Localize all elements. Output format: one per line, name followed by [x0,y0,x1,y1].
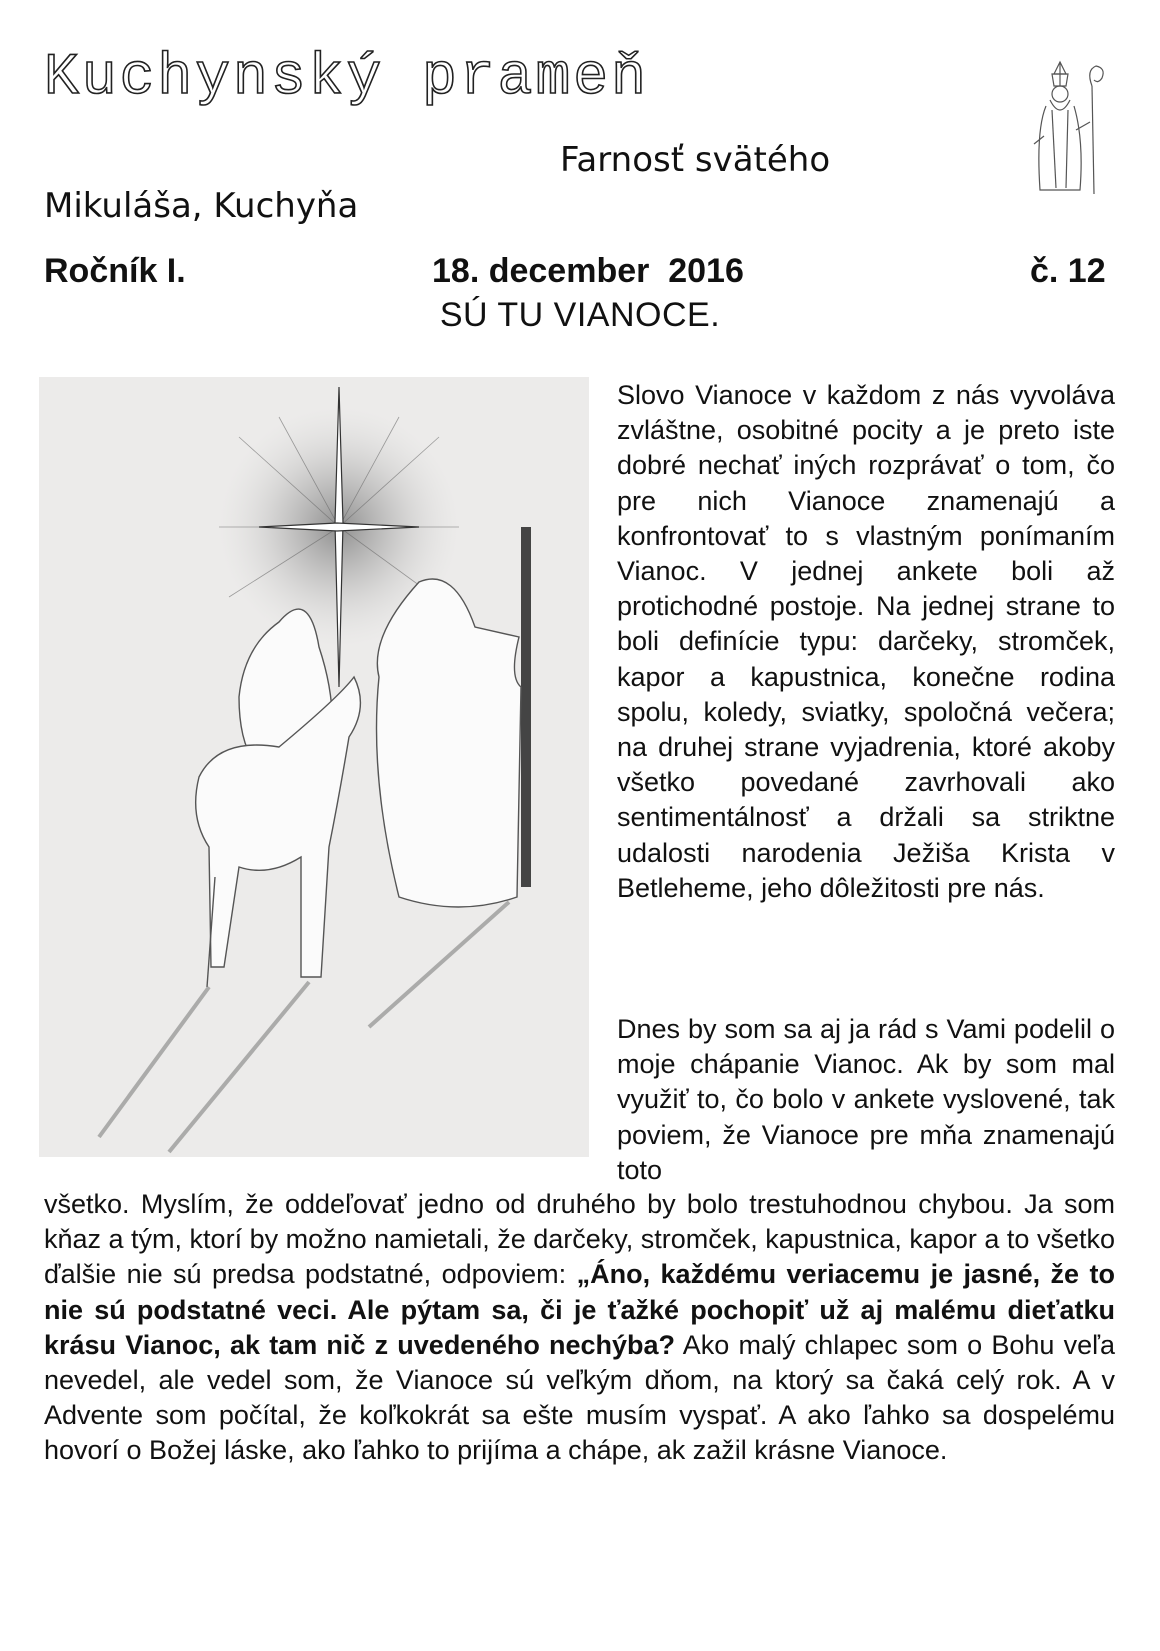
saint-nicholas-icon [1024,60,1116,200]
issue-number: č. 12 [1030,252,1106,290]
paragraph-3-text-start: všetko. Myslím, že oddeľovať jedno od druhého by bolo trestuhodnou chybou. Ja som kňaz a tým, ktorí by možno namietali, že darčeky, stromček, kapustnica, kapor a to všetko ďalšie nie sú predsa podstatné, odpoviem: [44,1189,1115,1290]
article-paragraph-1: Slovo Vianoce v každom z nás vyvoláva zvláštne, osobitné pocity a je preto iste dobré nechať iných rozprávať o tom, čo pre nich Vianoce znamenajú a konfrontovať to s vlastným ponímaním Vianoc. V jednej ankete boli až protichodné postoje. Na jednej strane to boli definície typu: darčeky, stromček, kapor a kapustnica, konečne rodina spolu, koledy, sviatky, spoločná večera; na druhej strane vyjadrenia, ktoré akoby všetko povedané zavrhovali ako sentimentálnosť a držali sa striktne udalosti narodenia Ježiša Krista v Betleheme, jeho dôležitosti pre nás. [617,380,1115,903]
emphasized-quote: „Áno, každému veriacemu je jasné, že to nie sú podstatné veci. Ale pýtam sa, či je ťažké pochopiť už aj malému dieťatku krásu Vianoc, ak tam nič z uvedeného nechýba? [44,1259,1115,1360]
paragraph-3-text-end: Ako malý chlapec som o Bohu veľa nevedel, ale vedel som, že Vianoce sú veľkým dňom, na ktorý sa čaká celý rok. A v Advente som počítal, že koľkokrát sa ešte musím vyspať. A ako ľahko sa dospelému hovorí o Božej láske, ako ľahko to prijíma a chápe, ak zažil krásne Vianoce. [44,1329,1115,1466]
parish-name-line1: Farnosť svätého [560,140,831,180]
parish-name-line2: Mikuláša, Kuchyňa [44,186,359,226]
article-paragraph-3 [44,1187,1115,1469]
article-paragraph-2: Dnes by som sa aj ja rád s Vami podelil o moje chápanie Vianoc. Ak by som mal využiť to, čo bolo v ankete vyslovené, tak poviem, že Vianoce pre mňa znamenajú toto [617,1014,1115,1185]
article-headline: SÚ TU VIANOCE. [439,296,721,334]
issue-date: 18. december 2016 [432,252,744,290]
newsletter-title: Kuchynský prameň [44,46,649,111]
volume-label: Ročník I. [44,252,186,290]
holy-family-illustration [39,377,589,1157]
